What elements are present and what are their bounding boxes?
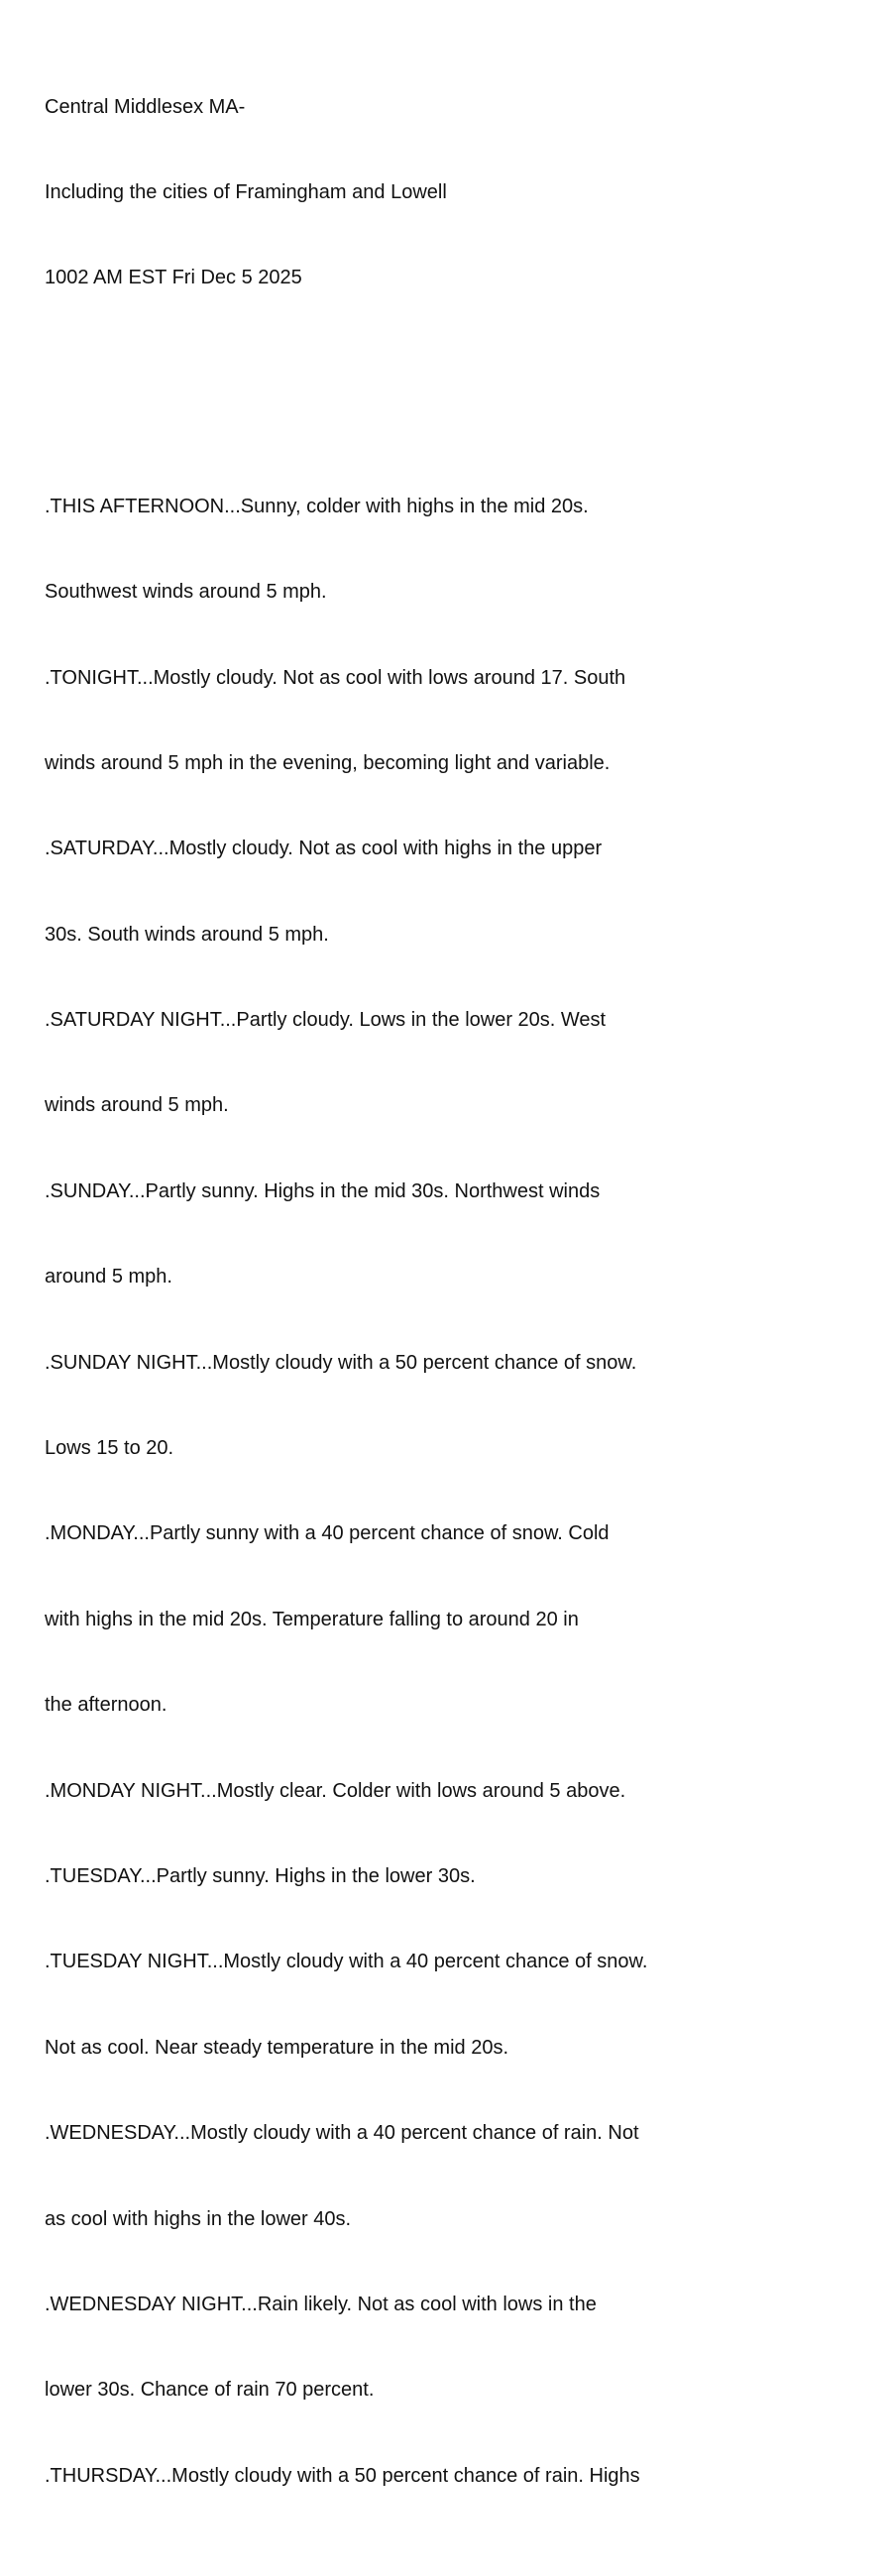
forecast-line: .MONDAY NIGHT...Mostly clear. Colder with lows around 5 above. bbox=[45, 1779, 626, 1802]
issued-timestamp: 1002 AM EST Fri Dec 5 2025 bbox=[45, 267, 302, 289]
forecast-line: lower 30s. Chance of rain 70 percent. bbox=[45, 2379, 375, 2402]
forecast-line: with highs in the mid 20s. Temperature falling to around 20 in bbox=[45, 1608, 579, 1630]
forecast-line: around 5 mph. bbox=[45, 1266, 172, 1288]
forecast-line: .TONIGHT...Mostly cloudy. Not as cool with lows around 17. South bbox=[45, 666, 626, 689]
blank-line bbox=[45, 350, 877, 379]
forecast-line: Lows 15 to 20. bbox=[45, 1437, 174, 1460]
forecast-line: as cool with highs in the lower 40s. bbox=[45, 2207, 352, 2230]
forecast-line: .MONDAY...Partly sunny with a 40 percent chance of snow. Cold bbox=[45, 1522, 610, 1545]
forecast-line: .TUESDAY...Partly sunny. Highs in the lower 30s. bbox=[45, 1865, 476, 1887]
forecast-line: winds around 5 mph in the evening, becoming light and variable. bbox=[45, 751, 611, 774]
forecast-line: winds around 5 mph. bbox=[45, 1094, 229, 1117]
cities-line: Including the cities of Framingham and Lowell bbox=[45, 180, 447, 203]
forecast-line: Not as cool. Near steady temperature in the mid 20s. bbox=[45, 2036, 509, 2059]
zone-header: Central Middlesex MA- bbox=[45, 95, 246, 118]
forecast-line: .TUESDAY NIGHT...Mostly cloudy with a 40 percent chance of snow. bbox=[45, 1951, 648, 1973]
forecast-line: .SUNDAY...Partly sunny. Highs in the mid 30s. Northwest winds bbox=[45, 1179, 601, 1202]
forecast-line: the afternoon. bbox=[45, 1694, 167, 1717]
forecast-line: .THURSDAY...Mostly cloudy with a 50 percent chance of rain. Highs bbox=[45, 2464, 640, 2487]
forecast-line: .SUNDAY NIGHT...Mostly cloudy with a 50 percent chance of snow. bbox=[45, 1351, 637, 1374]
forecast-line: .THIS AFTERNOON...Sunny, colder with highs in the mid 20s. bbox=[45, 495, 589, 517]
forecast-text bbox=[45, 36, 877, 2576]
forecast-line: .SATURDAY...Mostly cloudy. Not as cool with highs in the upper bbox=[45, 838, 603, 860]
forecast-line: .SATURDAY NIGHT...Partly cloudy. Lows in the lower 20s. West bbox=[45, 1009, 607, 1032]
forecast-line: .WEDNESDAY NIGHT...Rain likely. Not as cool with lows in the bbox=[45, 2293, 597, 2315]
forecast-line: Southwest winds around 5 mph. bbox=[45, 581, 327, 604]
forecast-line: 30s. South winds around 5 mph. bbox=[45, 923, 329, 946]
forecast-line: .WEDNESDAY...Mostly cloudy with a 40 percent chance of rain. Not bbox=[45, 2122, 639, 2145]
forecast-periods bbox=[45, 435, 877, 2547]
